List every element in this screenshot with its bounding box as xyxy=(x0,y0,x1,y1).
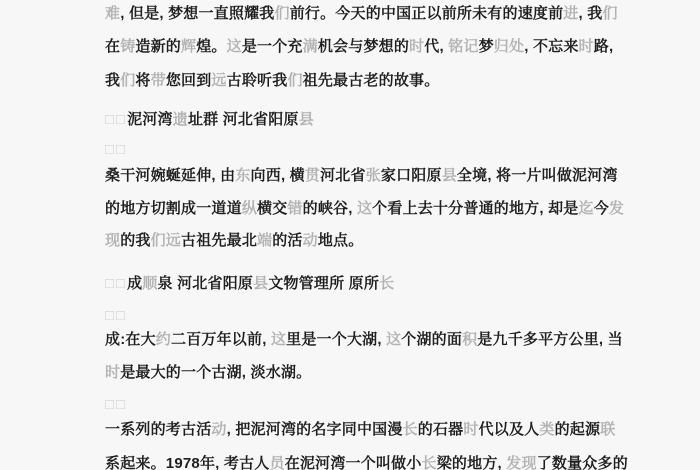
text-segment: 的峡谷, xyxy=(302,200,357,217)
text-segment: 归处 xyxy=(493,38,525,55)
text-segment: 全境, 将一片叫做泥河湾 xyxy=(456,167,618,184)
text-segment: 是一个充 xyxy=(241,38,303,55)
text-segment: 联 xyxy=(600,421,616,438)
text-segment: 带 xyxy=(150,72,166,89)
text-segment: 的活 xyxy=(272,232,303,249)
text-segment: 们 xyxy=(287,72,303,89)
placeholder-squares: □□ xyxy=(105,141,128,158)
text-segment: , 把泥河湾的名字同中国漫 xyxy=(226,421,403,438)
text-segment: 向西, 横 xyxy=(250,167,305,184)
text-segment: 祖先最古老的故事。 xyxy=(302,72,440,89)
text-segment: 辉 xyxy=(181,38,197,55)
text-segment: 们 xyxy=(602,5,618,22)
text-segment: 时 xyxy=(409,38,425,55)
text-segment: 县 xyxy=(298,111,314,128)
placeholder-squares: □□ xyxy=(105,307,128,324)
text-segment: 远 xyxy=(211,72,227,89)
text-segment: 动 xyxy=(302,232,318,249)
text-segment: 煌。 xyxy=(196,38,227,55)
text-segment: 长 xyxy=(379,275,395,292)
text-segment: 了数量众多的 xyxy=(536,455,628,470)
placeholder-squares: □□ xyxy=(105,111,128,128)
text-segment: 地点。 xyxy=(317,232,364,249)
placeholder-squares: □□ xyxy=(105,396,128,413)
text-segment: 的地方切割成一道道 xyxy=(105,200,242,217)
text-segment: 积 xyxy=(462,331,478,348)
text-line-8 xyxy=(105,231,363,251)
text-segment: 发现 xyxy=(506,455,537,470)
text-segment: 时 xyxy=(105,364,121,381)
text-segment: 的起源 xyxy=(554,421,601,438)
text-segment: 横交 xyxy=(257,200,288,217)
text-segment: 动 xyxy=(211,421,227,438)
text-segment: 张 xyxy=(365,167,381,184)
text-segment: 端 xyxy=(257,232,273,249)
text-segment: 文物管理所 原所 xyxy=(268,275,380,292)
text-line-10 xyxy=(105,306,127,326)
text-segment: 这 xyxy=(386,331,402,348)
text-segment: 成:在大 xyxy=(105,331,156,348)
text-segment: 路, xyxy=(593,38,614,55)
text-segment: 代以及人 xyxy=(478,421,540,438)
text-segment: 长 xyxy=(421,455,437,470)
text-segment: 进 xyxy=(563,5,579,22)
text-segment: 们 xyxy=(120,72,136,89)
text-segment: 里是一个大湖, xyxy=(286,331,387,348)
text-line-11 xyxy=(105,330,623,350)
text-segment: 遗 xyxy=(172,111,188,128)
text-segment: 址群 河北省阳原 xyxy=(187,111,299,128)
text-segment: 古祖先最北 xyxy=(181,232,258,249)
text-segment: 将 xyxy=(135,72,151,89)
text-segment: 机会与梦想的 xyxy=(317,38,410,55)
text-segment: 约 xyxy=(155,331,171,348)
text-segment: 是最大的一个古湖, 淡水湖。 xyxy=(120,364,312,381)
text-segment: 在泥河湾一个叫做小 xyxy=(284,455,422,470)
text-segment: 泥河湾 xyxy=(127,111,173,128)
text-segment: 我 xyxy=(105,72,121,89)
text-segment: 县 xyxy=(253,275,269,292)
text-segment: 代, xyxy=(424,38,449,55)
placeholder-squares: □□ xyxy=(105,275,128,292)
text-line-14 xyxy=(105,420,615,440)
text-segment: 满 xyxy=(302,38,318,55)
text-segment: 现 xyxy=(105,232,121,249)
text-segment: 造新的 xyxy=(135,38,182,55)
text-segment: 的石器 xyxy=(417,421,464,438)
text-line-4 xyxy=(105,110,314,130)
text-segment: 类 xyxy=(539,421,555,438)
text-segment: 时 xyxy=(463,421,479,438)
text-segment: 县 xyxy=(441,167,457,184)
text-line-12 xyxy=(105,363,311,383)
text-segment: 错 xyxy=(287,200,303,217)
text-segment: 您回到 xyxy=(165,72,212,89)
text-line-13 xyxy=(105,395,127,415)
text-segment: 今 xyxy=(593,200,609,217)
text-line-15 xyxy=(105,454,628,470)
text-line-7 xyxy=(105,199,624,219)
text-segment: 时 xyxy=(578,38,594,55)
text-segment: 发 xyxy=(608,200,625,217)
text-segment: 河北省 xyxy=(320,167,366,184)
text-segment: 古聆听我 xyxy=(226,72,288,89)
text-segment: 顺 xyxy=(142,275,158,292)
text-segment: 这 xyxy=(356,200,373,217)
text-segment: 在 xyxy=(105,38,121,55)
text-segment: 迄 xyxy=(578,200,594,217)
text-segment: 这 xyxy=(226,38,242,55)
text-segment: , 不忘来 xyxy=(524,38,579,55)
text-segment: 员 xyxy=(269,455,285,470)
text-segment: 铸 xyxy=(120,38,136,55)
text-segment: 这 xyxy=(270,331,287,348)
text-segment: 二百万年以前, xyxy=(171,331,271,348)
text-segment: , 但是, 梦想一直照耀我 xyxy=(120,5,275,22)
text-line-1 xyxy=(105,4,618,24)
text-segment: 家口阳原 xyxy=(380,167,442,184)
text-segment: 梦 xyxy=(478,38,494,55)
text-line-6 xyxy=(105,166,618,186)
text-segment: 们远 xyxy=(150,232,182,249)
text-segment: 是九千多平方公里, 当 xyxy=(477,331,623,348)
text-segment: 难 xyxy=(105,5,121,22)
text-segment: , 我 xyxy=(578,5,603,22)
text-segment: 梁的地方, xyxy=(436,455,507,470)
text-segment: 前行。今天的中国正以前所未有的速度前 xyxy=(289,5,564,22)
text-segment: 的我 xyxy=(120,232,151,249)
text-segment: 个湖的面 xyxy=(401,331,463,348)
text-line-3 xyxy=(105,71,439,91)
text-segment: 长 xyxy=(402,421,418,438)
text-segment: 东 xyxy=(235,167,251,184)
text-line-9 xyxy=(105,274,394,294)
text-segment: 桑干河婉蜒延伸, 由 xyxy=(105,167,236,184)
text-segment: 一系列的考古活 xyxy=(105,421,212,438)
text-segment: 铭记 xyxy=(448,38,479,55)
text-segment: 贯 xyxy=(304,167,321,184)
text-line-2 xyxy=(105,37,613,57)
text-segment: 泉 河北省阳原 xyxy=(157,275,254,292)
text-segment: 成 xyxy=(127,275,143,292)
text-line-5 xyxy=(105,140,127,160)
text-segment: 们 xyxy=(274,5,290,22)
text-segment: 个看上去十分普通的地方, 却是 xyxy=(372,200,579,217)
text-segment: 系起来。1978年, 考古人 xyxy=(105,455,270,470)
text-segment: 纵 xyxy=(241,200,258,217)
